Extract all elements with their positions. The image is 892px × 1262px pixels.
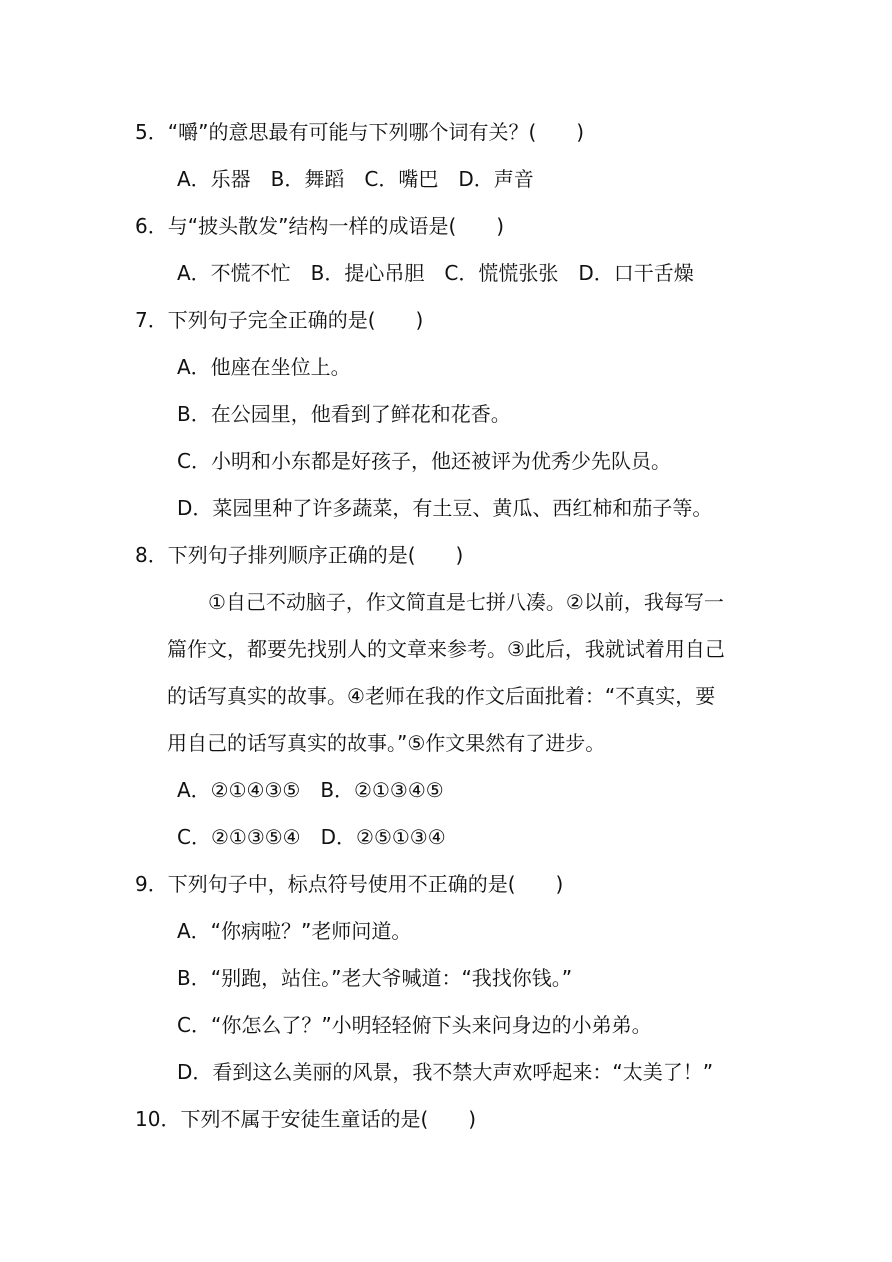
question-9-option-d: D．看到这么美丽的风景，我不禁大声欢呼起来：“太美了！” [177,1060,714,1084]
question-6-options: A．不慌不忙 B．提心吊胆 C．慌慌张张 D．口干舌燥 [177,261,694,285]
question-9-option-a: A．“你病啦？”老师问道。 [177,919,412,943]
question-7-option-b: B．在公园里，他看到了鲜花和花香。 [177,402,511,426]
question-10-stem: 10．下列不属于安徒生童话的是( ) [135,1107,477,1131]
question-8-passage-line: 用自己的话写真实的故事。”⑤作文果然有了进步。 [167,731,606,755]
question-8-options-cd: C．②①③⑤④ D．②⑤①③④ [177,825,446,849]
question-8-passage-line: 的话写真实的故事。④老师在我的作文后面批着：“不真实，要 [167,684,716,708]
question-5-options: A．乐器 B．舞蹈 C．嘴巴 D．声音 [177,167,534,191]
question-9-option-c: C．“你怎么了？”小明轻轻俯下头来问身边的小弟弟。 [177,1013,652,1037]
question-7-stem: 7．下列句子完全正确的是( ) [135,308,424,332]
question-7-option-c: C．小明和小东都是好孩子，他还被评为优秀少先队员。 [177,449,671,473]
question-8-options-ab: A．②①④③⑤ B．②①③④⑤ [177,778,444,802]
question-8-passage-line: 篇作文，都要先找别人的文章来参考。③此后，我就试着用自己 [167,637,725,661]
question-6-stem: 6．与“披头散发”结构一样的成语是( ) [135,214,505,238]
question-7-option-a: A．他座在坐位上。 [177,355,351,379]
question-8-passage-line: ①自己不动脑子，作文简直是七拼八凑。②以前，我每写一 [208,590,724,614]
question-5-stem: 5．“嚼”的意思最有可能与下列哪个词有关？( ) [135,120,585,144]
question-9-stem: 9．下列句子中，标点符号使用不正确的是( ) [135,872,564,896]
question-8-stem: 8．下列句子排列顺序正确的是( ) [135,543,464,567]
question-7-option-d: D．菜园里种了许多蔬菜，有土豆、黄瓜、西红柿和茄子等。 [177,496,713,520]
question-9-option-b: B．“别跑，站住。”老大爷喊道：“我找你钱。” [177,966,573,990]
